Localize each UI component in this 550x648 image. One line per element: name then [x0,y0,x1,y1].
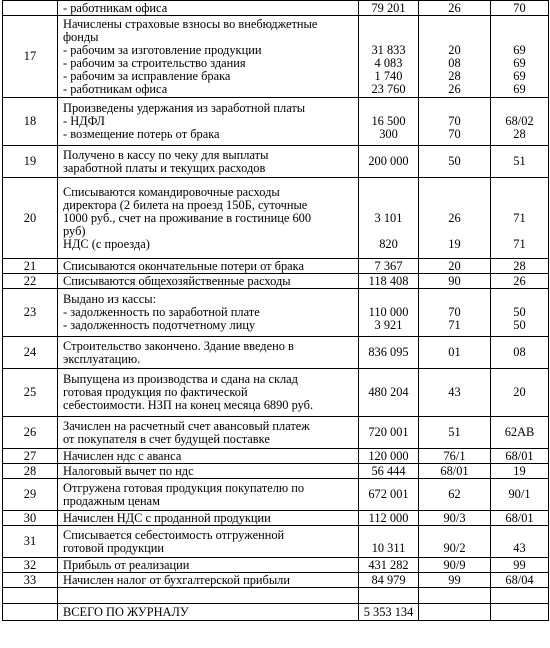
journal-body [3,1,549,621]
operation-description [58,573,359,588]
debit-account-cell [419,526,491,558]
description-line: Начислен налог от бухгалтерской прибыли [63,572,290,587]
amount-cell [359,289,419,337]
amount-cell [359,604,419,621]
credit-account: 71 [513,236,526,251]
credit-account-cell [491,369,549,417]
amount-value: 79 201 [371,0,406,15]
operation-description [58,178,359,259]
debit-account [421,199,488,212]
debit-account-cell [419,604,491,621]
amount-value: 4 083 [374,55,403,70]
credit-account-cell [491,16,549,98]
description-line: Отгружена готовая продукция покупателю по [63,480,305,495]
credit-account-cell [491,274,549,289]
operation-description [58,464,359,479]
credit-account-cell [491,449,549,464]
credit-account-cell [491,417,549,449]
credit-account-cell [491,1,549,16]
description-line: - работникам офиса [63,81,168,96]
credit-account: 99 [513,557,526,572]
amount-value: 120 000 [368,448,409,463]
credit-account [493,199,546,212]
amount-value: 7 367 [374,258,403,273]
credit-account [493,18,546,31]
amount-cell [359,417,419,449]
credit-account-cell [491,511,549,526]
amount-value: 3 101 [374,210,403,225]
description-line: готовая продукция по фактической [63,385,248,399]
debit-account: 20 [448,42,461,57]
row-number: 22 [3,274,58,289]
amount-cell [359,479,419,511]
amount-value [361,18,416,31]
debit-account-cell [419,259,491,274]
amount-value: 5 353 134 [363,604,414,619]
debit-account [421,31,488,44]
debit-account: 26 [448,81,461,96]
journal-row [3,479,549,511]
credit-account [493,186,546,199]
operation-description [58,337,359,369]
credit-account: 69 [513,68,526,83]
amount-value: 431 282 [368,557,409,572]
row-number: 24 [3,337,58,369]
credit-account-cell [491,526,549,558]
amount-cell [359,1,419,16]
description-line: ВСЕГО ПО ЖУРНАЛУ [63,604,189,619]
description-line: Выдано из кассы: [63,292,157,306]
credit-account: 43 [513,540,526,555]
journal-row [3,337,549,369]
debit-account: 90 [448,273,461,288]
description-line: - рабочим за строительство здания [63,55,246,70]
credit-account-cell [491,604,549,621]
row-number [3,588,58,604]
debit-account: 90/3 [443,510,466,525]
description-line: - возмещение потерь от брака [63,127,220,141]
journal-row [3,274,549,289]
amount-value [361,199,416,212]
operation-description [58,274,359,289]
amount-value: 836 095 [368,345,409,359]
credit-account: 28 [513,258,526,273]
amount-value [361,186,416,199]
amount-value: 720 001 [368,425,409,439]
debit-account: 43 [448,385,461,399]
operation-description [58,16,359,98]
debit-account-cell [419,573,491,588]
operation-description [58,479,359,511]
description-line: директора (2 билета на проезд 150Б, суточные [63,197,308,212]
credit-account [493,225,546,238]
debit-account: 28 [448,68,461,83]
operation-description [58,369,359,417]
operation-description [58,146,359,178]
description-line: заработной платы и текущих расходов [63,160,266,175]
description-line: 1000 руб., счет на проживание в гостинице 600 [63,210,312,225]
row-number: 26 [3,417,58,449]
operation-description [58,511,359,526]
operation-description [58,588,359,604]
row-number [3,604,58,621]
row-number: 17 [3,16,58,98]
amount-cell [359,369,419,417]
journal-row [3,511,549,526]
debit-account-cell [419,417,491,449]
debit-account: 20 [448,258,461,273]
amount-cell [359,16,419,98]
description-line: себестоимости. НЗП на конец месяца 6890 руб. [63,398,314,412]
journal-row [3,588,549,604]
credit-account: 20 [513,385,526,399]
description-line: - задолженность подотчетному лицу [63,318,256,332]
description-line: - НДФЛ [63,114,105,128]
credit-account: 69 [513,42,526,57]
debit-account: 71 [448,318,461,332]
credit-account [493,606,546,619]
credit-account-cell [491,479,549,511]
credit-account: 26 [513,273,526,288]
debit-account-cell [419,1,491,16]
description-line: руб) [63,223,86,238]
row-number: 32 [3,558,58,573]
description-line: Зачислен на расчетный счет авансовый платеж [63,418,310,433]
row-number: 19 [3,146,58,178]
debit-account-cell [419,274,491,289]
journal-row [3,98,549,146]
description-line: Произведены удержания из заработной платы [63,101,306,115]
row-number: 30 [3,511,58,526]
row-number: 25 [3,369,58,417]
credit-account-cell [491,146,549,178]
debit-account-cell [419,464,491,479]
operation-description [58,604,359,621]
credit-account-cell [491,464,549,479]
amount-cell [359,464,419,479]
amount-cell [359,573,419,588]
debit-account: 70 [448,305,461,319]
credit-account-cell [491,588,549,604]
row-number: 29 [3,479,58,511]
debit-account-cell [419,178,491,259]
credit-account: 68/02 [505,114,534,128]
description-line: готовой продукции [63,540,165,555]
journal-row [3,1,549,16]
row-number: 20 [3,178,58,259]
description-line: Строительство закончено. Здание введено в [63,338,294,353]
debit-account-cell [419,369,491,417]
amount-value: 16 500 [371,114,406,128]
description-line: - задолженность по заработной плате [63,305,260,319]
debit-account-cell [419,588,491,604]
journal-row [3,526,549,558]
debit-account-cell [419,289,491,337]
description-line: Выпущена из производства и сдана на склад [63,372,298,386]
debit-account-cell [419,511,491,526]
credit-account: 69 [513,81,526,96]
amount-value: 3 921 [374,318,403,332]
debit-account-cell [419,98,491,146]
credit-account: 62АВ [504,425,535,439]
operation-description [58,417,359,449]
description-line: - рабочим за изготовление продукции [63,42,262,57]
amount-cell [359,146,419,178]
debit-account: 70 [448,127,461,141]
row-number: 31 [3,526,58,558]
description-line: Получено в кассу по чеку для выплаты [63,147,269,162]
operation-description [58,526,359,558]
amount-value: 820 [379,236,398,251]
credit-account: 69 [513,55,526,70]
credit-account [493,31,546,44]
amount-cell [359,178,419,259]
debit-account: 19 [448,236,461,251]
debit-account: 90/2 [443,540,466,555]
journal-row [3,449,549,464]
debit-account [421,529,488,542]
amount-cell [359,259,419,274]
row-number: 18 [3,98,58,146]
journal-row [3,573,549,588]
operation-description [58,558,359,573]
operation-description [58,259,359,274]
debit-account: 90/9 [443,557,466,572]
credit-account-cell [491,573,549,588]
debit-account-cell [419,479,491,511]
credit-account: 90/1 [508,487,531,501]
amount-cell [359,337,419,369]
amount-value: 480 204 [368,385,409,399]
debit-account: 08 [448,55,461,70]
credit-account: 08 [513,345,526,359]
operation-description [58,449,359,464]
debit-account: 62 [448,487,461,501]
credit-account: 71 [513,210,526,225]
journal-row [3,16,549,98]
amount-value [361,225,416,238]
description-line: НДС (с проезда) [63,236,150,251]
journal-row [3,259,549,274]
row-number: 21 [3,259,58,274]
amount-cell [359,98,419,146]
debit-account [421,606,488,619]
debit-account: 51 [448,425,461,439]
operation-description [58,289,359,337]
amount-value: 10 311 [371,540,406,555]
amount-cell [359,511,419,526]
row-number: 23 [3,289,58,337]
description-line: фонды [63,29,99,44]
amount-value: 118 408 [368,273,409,288]
amount-value: 31 833 [371,42,406,57]
description-line [63,589,356,602]
debit-account [421,18,488,31]
amount-value: 300 [379,127,398,141]
credit-account: 70 [513,0,526,15]
amount-cell [359,588,419,604]
debit-account-cell [419,16,491,98]
debit-account: 68/01 [440,463,469,478]
debit-account [421,225,488,238]
debit-account: 70 [448,114,461,128]
credit-account: 68/01 [505,448,534,463]
journal-row [3,289,549,337]
debit-account-cell [419,146,491,178]
amount-value: 84 979 [371,572,406,587]
amount-cell [359,558,419,573]
debit-account-cell [419,558,491,573]
credit-account-cell [491,178,549,259]
credit-account: 28 [513,127,526,141]
credit-account: 68/01 [505,510,534,525]
journal-row [3,464,549,479]
credit-account-cell [491,259,549,274]
credit-account: 19 [513,463,526,478]
debit-account-cell [419,449,491,464]
amount-value: 112 000 [368,510,409,525]
description-line: Списываются общехозяйственные расходы [63,273,291,288]
amount-value: 110 000 [368,305,409,319]
credit-account-cell [491,337,549,369]
amount-value [361,31,416,44]
journal-table [2,0,549,621]
journal-row [3,146,549,178]
credit-account: 51 [513,154,526,168]
debit-account: 26 [448,210,461,225]
description-line: эксплуатацию. [63,351,141,366]
amount-value: 672 001 [368,487,409,501]
description-line: Начислен ндс с аванса [63,448,182,463]
description-line: Списываются командировочные расходы [63,184,280,199]
journal-row [3,417,549,449]
description-line: продажным ценам [63,493,161,508]
journal-row [3,558,549,573]
description-line: Списывается себестоимость отгруженной [63,527,285,542]
description-line: Начислены страховые взносы во внебюджетные [63,16,318,31]
operation-description [58,1,359,16]
row-number: 28 [3,464,58,479]
row-number: 33 [3,573,58,588]
credit-account: 68/04 [505,572,534,587]
credit-account: 50 [513,305,526,319]
debit-account [421,186,488,199]
description-line: Начислен НДС с проданной продукции [63,510,271,525]
description-line: - рабочим за исправление брака [63,68,231,83]
amount-value: 1 740 [374,68,403,83]
description-line: Налоговый вычет по ндс [63,463,194,478]
journal-row [3,178,549,259]
journal-row [3,369,549,417]
row-number: 27 [3,449,58,464]
amount-cell [359,449,419,464]
credit-account: 50 [513,318,526,332]
row-number [3,1,58,16]
description-line: от покупателя в счет будущей поставке [63,431,270,446]
operation-description [58,98,359,146]
description-line: Прибыль от реализации [63,557,190,572]
description-line: - работникам офиса [63,0,168,15]
debit-account: 76/1 [443,448,466,463]
amount-value: 200 000 [368,154,409,168]
amount-value: 56 444 [371,463,406,478]
amount-cell [359,526,419,558]
debit-account: 01 [448,345,461,359]
debit-account-cell [419,337,491,369]
credit-account-cell [491,558,549,573]
amount-value: 23 760 [371,81,406,96]
credit-account-cell [491,98,549,146]
debit-account: 26 [448,0,461,15]
debit-account: 99 [448,572,461,587]
amount-value [361,529,416,542]
amount-cell [359,274,419,289]
credit-account [493,529,546,542]
debit-account: 50 [448,154,461,168]
journal-row [3,604,549,621]
description-line: Списываются окончательные потери от брака [63,258,304,273]
credit-account-cell [491,289,549,337]
